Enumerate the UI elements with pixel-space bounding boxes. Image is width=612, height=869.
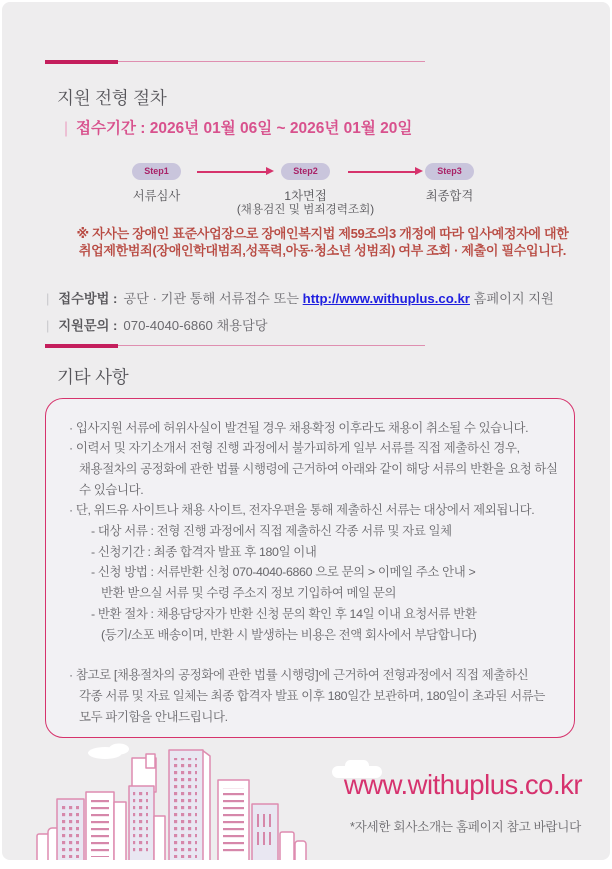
footer-website: www.withuplus.co.kr (343, 769, 582, 800)
contact-value: 070-4040-6860 채용담당 (123, 318, 268, 333)
method-pre-text: 공단 · 기관 통해 서류접수 또는 (123, 291, 303, 306)
etc-line: · 입사지원 서류에 허위사실이 발견될 경우 채용확정 이후라도 채용이 취소될 수 있습니다. (69, 420, 529, 435)
etc-line: · 단, 위드유 사이트나 채용 사이트, 전자우편을 통해 제출하신 서류는 대상에서 제외됩니다. (69, 503, 535, 518)
etc-line: · 이력서 및 자기소개서 전형 진행 과정에서 불가피하게 일부 서류를 직접 제출하신 경우, (69, 441, 520, 456)
application-period (64, 116, 412, 138)
step3-label: 최종합격 (425, 189, 474, 203)
etc-line: 모두 파기함을 안내드립니다. (79, 709, 228, 724)
contact-row (46, 315, 268, 334)
section-divider (45, 59, 425, 64)
method-post-text: 홈페이지 지원 (469, 291, 554, 306)
period-text: 접수기간 : 2026년 01월 06일 ~ 2026년 01월 20일 (76, 120, 413, 137)
etc-line: 채용절차의 공정화에 관한 법률 시행령에 근거하여 아래와 같이 해당 서류의 반환을 요청 하실 (79, 461, 558, 476)
step1-label: 서류심사 (132, 189, 181, 203)
application-method-row (46, 288, 554, 307)
step2-label: 1차면접 (284, 189, 327, 203)
process-section-title: 지원 전형 절차 (57, 88, 167, 108)
legal-notice-line2: 취업제한범죄(장애인학대범죄,성폭력,아동·청소년 성범죄) 여부 조회 · 제출이 필수입니다. (78, 242, 567, 258)
row-bar: | (46, 318, 50, 333)
step2-badge: Step2 (281, 163, 330, 180)
homepage-link[interactable]: http://www.withuplus.co.kr (302, 291, 470, 306)
city-skyline-illustration (33, 742, 353, 860)
arrow-right-icon (348, 171, 416, 173)
etc-line: 수 있습니다. (79, 482, 144, 497)
etc-line: · 참고로 [채용절차의 공정화에 관한 법률 시행령]에 근거하여 전형과정에서 직접 제출하신 (69, 668, 529, 683)
etc-info-box (45, 398, 575, 738)
contact-label: 지원문의 : (58, 318, 118, 333)
etc-line: - 신청 방법 : 서류반환 신청 070-4040-6860 으로 문의 > 이메일 주소 안내 > (91, 565, 476, 580)
divider-accent-line (45, 344, 118, 348)
method-label: 접수방법 : (58, 291, 118, 306)
etc-line: - 대상 서류 : 전형 진행 과정에서 직접 제출하신 각종 서류 및 자료 일체 (91, 524, 452, 539)
divider-accent-line (45, 60, 118, 64)
footer-note: *자세한 회사소개는 홈페이지 참고 바랍니다 (350, 820, 581, 834)
blank-line (46, 645, 574, 665)
etc-line: (등기/소포 배송이며, 반환 시 발생하는 비용은 전액 회사에서 부담합니다) (101, 627, 477, 642)
step1-badge: Step1 (132, 163, 181, 180)
etc-line: - 반환 절차 : 채용담당자가 반환 신청 문의 확인 후 14일 이내 요청서류 반환 (91, 606, 477, 621)
step3-badge: Step3 (425, 163, 474, 180)
row-bar: | (46, 291, 50, 306)
legal-notice-line1: ※ 자사는 장애인 표준사업장으로 장애인복지법 제59조의3 개정에 따라 입사예정자에 대한 (76, 226, 569, 241)
section-divider (45, 343, 425, 348)
etc-line: 반환 받으실 서류 및 수령 주소지 정보 기입하여 메일 문의 (101, 586, 397, 601)
legal-notice (45, 226, 580, 259)
arrow-right-icon (197, 171, 267, 173)
etc-line: 각종 서류 및 자료 일체는 최종 합격자 발표 이후 180일간 보관하며, 180일이 초과된 서류는 (79, 688, 545, 703)
etc-section-title: 기타 사항 (57, 367, 129, 387)
step2-sublabel: (채용검진 및 범죄경력조회) (236, 203, 375, 216)
period-bar: | (64, 120, 69, 137)
etc-line: - 신청기간 : 최종 합격자 발표 후 180일 이내 (91, 544, 317, 559)
